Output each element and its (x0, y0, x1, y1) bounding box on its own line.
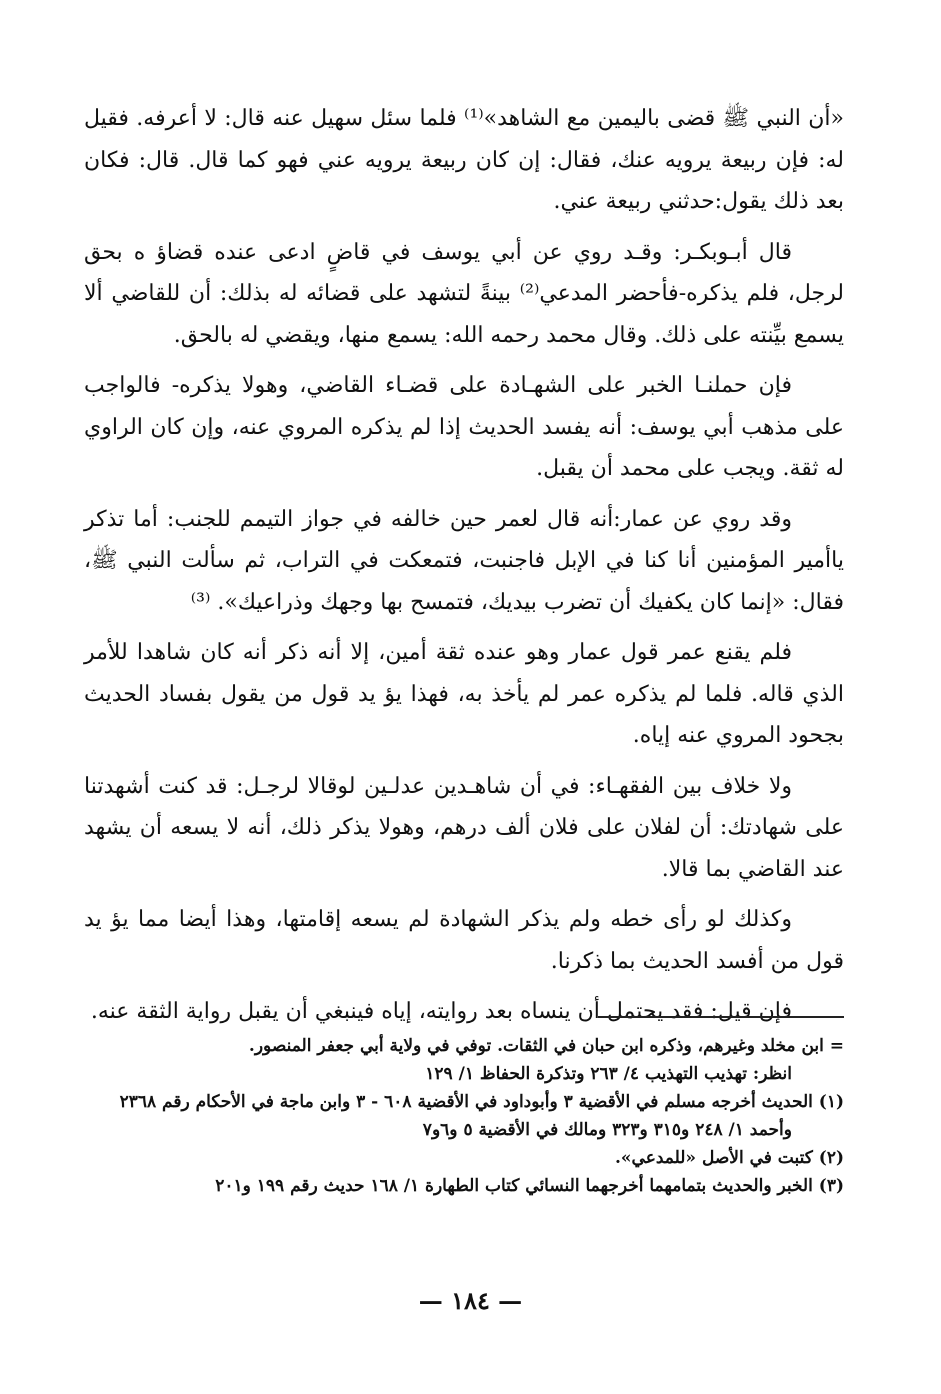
footnotes (84, 1032, 844, 1200)
paragraph-2: قال أبـوبكـر: وقـد روي عن أبي يوسف في قاضٍ ادعى عنده قضاؤ ه بحق لرجل، فلم يذكره-فأحضر المدعي⁽²⁾ بينةً لتشهد على قضائه له بذلك: أن للقاضي ألا يسمع بيِّنته على ذلك. وقال محمد رحمه الله: يسمع منها، ويقضي له بالحق. (84, 239, 844, 348)
footnote-1: (١) الحديث أخرجه مسلم في الأقضية ٣ وأبوداود في الأقضية ٦٠٨ - ٣ وابن ماجة في الأحكام رقم ٢٣٦٨ (119, 1092, 844, 1112)
footnote-divider (598, 1016, 844, 1018)
footnote-3: (٣) الخبر والحديث بتمامهما أخرجهما النسائي كتاب الطهارة ١/ ١٦٨ حديث رقم ١٩٩ و٢٠١ (215, 1176, 844, 1196)
main-text (84, 98, 844, 1042)
footnote-1-cont: وأحمد ١/ ٢٤٨ و٣١٥ و٣٢٣ ومالك في الأقضية ٥ و٦و٧ (422, 1120, 792, 1140)
footnote-2: (٢) كتبت في الأصل «للمدعي». (614, 1148, 844, 1168)
footnote-continuation-ref: انظر: تهذيب التهذيب ٤/ ٢٦٣ وتذكرة الحفاظ ١/ ١٢٩ (425, 1064, 792, 1084)
paragraph-7: وكذلك لو رأى خطه ولم يذكر الشهادة لم يسعه إقامتها، وهذا أيضا مما يؤ يد قول من أفسد الحديث بما ذكرنا. (84, 907, 844, 974)
paragraph-4: وقد روي عن عمار:أنه قال لعمر حين خالفه في جواز التيمم للجنب: أما تذكر ياأمير المؤمنين أنا كنا في الإبل فاجنبت، فتمعكت في التراب، ثم سألت النبي ﷺ، فقال: «إنما كان يكفيك أن تضرب بيديك، فتمسح بها وجهك وذراعيك». ⁽³⁾ (84, 506, 844, 615)
paragraph-8: فإن قيل: فقد يحتمل أن ينساه بعد روايته، إياه فينبغي أن يقبل رواية الثقة عنه. (90, 999, 792, 1024)
page-number: — ١٨٤ — (418, 1286, 523, 1315)
footnote-continuation: = ابن مخلد وغيرهم، وذكره ابن حبان في الثقات. توفي في ولاية أبي جعفر المنصور. (248, 1036, 844, 1056)
paragraph-3: فإن حملنـا الخبر على الشهـادة على قضـاء القاضي، وهولا يذكره- فالواجب على مذهب أبي يوسف: أنه يفسد الحديث إذا لم يذكره المروي عنه، وإن كان الراوي له ثقة. ويجب على محمد أن يقبل. (84, 373, 844, 481)
paragraph-1: «أن النبي ﷺ قضى باليمين مع الشاهد»⁽¹⁾ فلما سئل سهيل عنه قال: لا أعرفه. فقيل له: فإن ربيعة يرويه عنك، فقال: إن كان ربيعة يرويه عني فهو كما قال. قال: فكان بعد ذلك يقول:حدثني ربيعة عني. (84, 106, 844, 214)
paragraph-6: ولا خلاف بين الفقهـاء: في أن شاهـدين عدلـين لوقالا لرجـل: قد كنت أشهدتنا على شهادتك: أن لفلان على فلان ألف درهم، وهولا يذكر ذلك، أنه لا يسعه أن يشهد عند القاضي بما قالا. (84, 773, 844, 882)
paragraph-5: فلم يقنع عمر قول عمار وهو عنده ثقة أمين، إلا أنه ذكر أنه كان شاهدا للأمر الذي قاله. فلما لم يذكره عمر لم يأخذ به، فهذا يؤ يد قول من يقول بفساد الحديث بجحود المروي عنه إياه. (84, 640, 844, 748)
